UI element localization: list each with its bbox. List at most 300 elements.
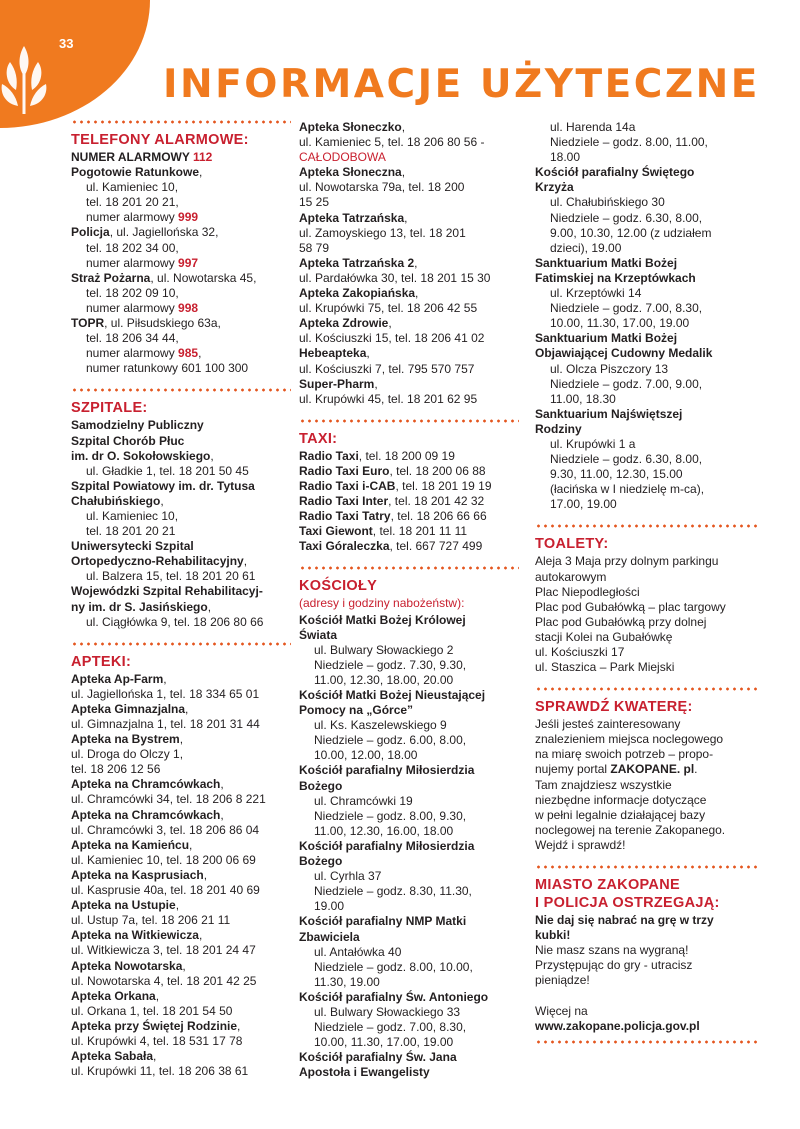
line-text: ul. Ks. Kaszelewskiego 9 xyxy=(314,718,447,733)
line-text: Aleja 3 Maja przy dolnym parkingu xyxy=(535,554,719,569)
text-line xyxy=(535,497,760,512)
text-line xyxy=(299,377,519,392)
line-text: Szpital Powiatowy im. dr. Tytusa xyxy=(71,478,255,493)
text-line xyxy=(299,301,519,316)
line-text: ul. Bulwary Słowackiego 33 xyxy=(314,1004,461,1019)
text-line xyxy=(71,959,291,974)
line-text: Radio Taxi Tatry xyxy=(299,509,391,524)
text-line xyxy=(535,928,760,943)
line-text: w pełni legalnie działającej bazy xyxy=(535,807,706,822)
line-text: Szpital Chorób Płuc xyxy=(71,433,185,448)
text-line xyxy=(535,346,760,361)
line-text: Świata xyxy=(299,627,338,642)
line-text: ul. Kościuszki 17 xyxy=(535,645,625,659)
section-alarm-numbers xyxy=(71,120,291,376)
text-line xyxy=(535,422,760,437)
line-text: Kościół parafialny Miłosierdzia xyxy=(299,838,475,853)
section-hospitals xyxy=(71,388,291,629)
text-line xyxy=(299,824,519,839)
text-line xyxy=(71,1064,291,1079)
text-line xyxy=(535,165,760,180)
line-text: Policja xyxy=(71,225,110,240)
line-text: ul. Gimnazjalna 1, tel. 18 201 31 44 xyxy=(71,717,260,731)
line-text: znalezieniem miejsca noclegowego xyxy=(535,732,724,747)
text-line xyxy=(535,660,760,675)
text-line xyxy=(71,1034,291,1049)
text-line xyxy=(71,494,291,509)
text-line xyxy=(299,286,519,301)
line-text: ny im. dr S. Jasińskiego xyxy=(71,599,208,614)
line-rest: , xyxy=(388,316,392,331)
column-middle xyxy=(299,120,519,1092)
text-line xyxy=(299,346,519,361)
text-line xyxy=(71,361,291,376)
line-text: Jeśli jesteś zainteresowany xyxy=(535,717,681,732)
line-text: tel. 18 201 20 21, xyxy=(86,195,179,210)
text-line xyxy=(535,392,760,407)
text-line xyxy=(71,792,291,807)
line-text: Niedziele – godz. 6.30, 8.00, xyxy=(550,210,703,225)
line-text: Apteka na Bystrem xyxy=(71,732,180,747)
line-text: ul. Jagiellońska 1, tel. 18 334 65 01 xyxy=(71,686,260,701)
emergency-number: 985 xyxy=(178,346,199,361)
line-text: ul. Krupówki 11, tel. 18 206 38 61 xyxy=(71,1064,249,1079)
line-text: Kościół parafialny NMP Matki xyxy=(299,914,467,929)
text-line xyxy=(535,645,760,660)
line-text: Objawiającej Cudowny Medalik xyxy=(535,346,713,361)
text-line xyxy=(71,974,291,989)
line-text: Pomocy na „Górce” xyxy=(299,703,414,718)
more-info-label: Więcej na xyxy=(535,1003,588,1018)
text-line xyxy=(299,180,519,195)
text-line xyxy=(299,449,519,464)
police-website-link[interactable]: www.zakopane.policja.gov.pl xyxy=(535,1018,700,1033)
text-line xyxy=(299,779,519,794)
line-text: Radio Taxi i-CAB xyxy=(299,478,396,493)
text-line xyxy=(71,687,291,702)
text-line xyxy=(535,316,760,331)
line-rest: , xyxy=(366,346,370,361)
text-line xyxy=(71,913,291,928)
line-rest: , xyxy=(182,958,186,973)
line-text: (łacińska w I niedzielę m-ca), xyxy=(550,482,705,497)
line-rest: , xyxy=(401,120,406,134)
text-line xyxy=(299,930,519,945)
text-line xyxy=(299,914,519,929)
line-rest: , tel. 667 727 499 xyxy=(389,539,483,554)
line-text: ul. Staszica – Park Miejski xyxy=(535,660,675,675)
dotted-divider xyxy=(299,419,519,423)
line-text: ul. Krupówki 45, tel. 18 201 62 95 xyxy=(299,391,478,406)
line-text: 19.00 xyxy=(314,899,345,914)
line-text: Kościół parafialny Św. Antoniego xyxy=(299,989,489,1004)
line-text: Apteka na Chramcówkach xyxy=(71,807,221,822)
text-line xyxy=(299,884,519,899)
text-line xyxy=(71,762,291,777)
line-text: Super-Pharm xyxy=(299,376,375,391)
line-text: Wojewódzki Szpital Rehabilitacyj- xyxy=(71,584,263,599)
text-line xyxy=(535,211,760,226)
line-text: Apteka Tatrzańska xyxy=(299,210,405,225)
line-text: tel. 18 201 20 21 xyxy=(86,524,176,539)
text-line xyxy=(299,703,519,718)
line-text: 9.30, 11.00, 12.30, 15.00 xyxy=(550,467,683,482)
text-line xyxy=(535,331,760,346)
line-text: Tam znajdziesz wszystkie xyxy=(535,777,672,792)
text-line xyxy=(71,823,291,838)
text-line xyxy=(71,615,291,630)
line-rest: , tel. 18 206 66 66 xyxy=(390,509,487,524)
text-line xyxy=(535,256,760,271)
line-text: ul. Witkiewicza 3, tel. 18 201 24 47 xyxy=(71,943,256,958)
text-line xyxy=(535,407,760,422)
line-text: TOPR xyxy=(71,316,105,331)
text-line xyxy=(299,509,519,524)
line-text: Niedziele – godz. 6.00, 8.00, xyxy=(314,733,467,748)
emergency-number: 998 xyxy=(178,300,199,315)
text-line xyxy=(71,225,291,240)
text-line xyxy=(535,452,760,467)
line-text: numer alarmowy xyxy=(86,255,179,270)
line-text: ul. Kasprusie 40a, tel. 18 201 40 69 xyxy=(71,883,260,898)
line-rest: , xyxy=(175,898,180,913)
text-line xyxy=(535,630,760,645)
text-line xyxy=(299,256,519,271)
line-text: Straż Pożarna xyxy=(71,270,151,285)
text-line xyxy=(535,554,760,569)
line-text: Apteka na Ustupie xyxy=(71,898,176,913)
text-line xyxy=(535,615,760,630)
line-rest: , ul. Piłsudskiego 63a, xyxy=(104,316,221,331)
emergency-number: 997 xyxy=(178,255,199,270)
text-line xyxy=(535,943,760,958)
line-rest: , xyxy=(415,286,419,301)
text-line xyxy=(71,286,291,301)
line-text: Uniwersytecki Szpital xyxy=(71,539,194,554)
text-line xyxy=(535,808,760,823)
section-churches-continued xyxy=(535,120,760,512)
text-line xyxy=(299,226,519,241)
line-text: ul. Kamieniec 10, xyxy=(86,508,179,523)
text-line xyxy=(299,120,519,135)
dotted-divider xyxy=(535,1040,760,1044)
line-text: ul. Balzera 15, tel. 18 201 20 61 xyxy=(86,569,256,584)
section-pharmacies-continued xyxy=(299,120,519,407)
text-line xyxy=(299,733,519,748)
line-rest: , xyxy=(401,165,406,180)
text-line xyxy=(535,362,760,377)
text-line xyxy=(71,702,291,717)
text-line xyxy=(71,584,291,599)
line-text: ul. Nowotarska 4, tel. 18 201 42 25 xyxy=(71,973,257,988)
text-line xyxy=(299,362,519,377)
text-line xyxy=(71,1019,291,1034)
text-line xyxy=(535,195,760,210)
column-left xyxy=(71,120,291,1091)
text-line xyxy=(299,960,519,975)
line-text: ul. Droga do Olczy 1, xyxy=(71,747,184,762)
text-line xyxy=(535,747,760,762)
text-line xyxy=(299,718,519,733)
text-line xyxy=(535,150,760,165)
line-text: Sanktuarium Matki Bożej xyxy=(535,331,678,346)
text-line xyxy=(535,913,760,928)
text-line xyxy=(299,1005,519,1020)
line-text: Apteka Tatrzańska 2 xyxy=(299,255,415,270)
line-text: ul. Bulwary Słowackiego 2 xyxy=(314,642,454,657)
text-line xyxy=(299,195,519,210)
line-text: noclegowej na terenie Zakopanego. xyxy=(535,822,726,837)
line-text: ul. Kościuszki 7, tel. 795 570 757 xyxy=(299,361,475,376)
section-churches xyxy=(299,566,519,1080)
line-text: im. dr O. Sokołowskiego xyxy=(71,448,211,463)
line-text: 9.00, 10.30, 12.00 (z udziałem xyxy=(550,225,712,240)
line-text: Apteka Zdrowie xyxy=(299,316,389,331)
text-line xyxy=(299,658,519,673)
line-text: Apteka na Chramcówkach xyxy=(71,777,221,792)
line-rest: , xyxy=(220,807,224,822)
text-line xyxy=(299,539,519,554)
line-text: Plac Niepodległości xyxy=(535,584,640,599)
text-line xyxy=(71,241,291,256)
line-text: Nie daj się nabrać na grę w trzy xyxy=(535,913,714,928)
line-text: pieniądze! xyxy=(535,973,590,988)
text-line xyxy=(535,120,760,135)
line-text: Pogotowie Ratunkowe xyxy=(71,165,200,180)
section-lodging xyxy=(535,687,760,853)
line-text: Przystępując do gry - utracisz xyxy=(535,958,693,973)
section-heading: MIASTO ZAKOPANE xyxy=(535,877,680,894)
text-line xyxy=(71,509,291,524)
line-text: numer ratunkowy 601 100 300 xyxy=(86,361,249,376)
line-text: 10.00, 11.30, 17.00, 19.00 xyxy=(550,316,690,331)
line-text: niezbędne informacje dotyczące xyxy=(535,792,707,807)
line-rest: , xyxy=(189,837,193,852)
text-line xyxy=(299,135,519,150)
line-text: stacji Kolei na Gubałówkę xyxy=(535,629,673,644)
section-heading: TELEFONY ALARMOWE: xyxy=(71,132,249,148)
line-text: Nie masz szans na wygraną! xyxy=(535,943,689,958)
dotted-divider xyxy=(71,388,291,392)
line-text: Niedziele – godz. 7.00, 8.30, xyxy=(314,1020,467,1035)
line-rest: , tel. 18 201 42 32 xyxy=(388,494,485,509)
text-line xyxy=(71,195,291,210)
line-text: autokarowym xyxy=(535,569,607,584)
line-rest: , xyxy=(153,1049,157,1064)
line-text: ul. Kamieniec 10, tel. 18 200 06 69 xyxy=(71,852,256,867)
line-rest: , ul. Nowotarska 45, xyxy=(150,270,257,285)
line-rest: , xyxy=(404,210,408,225)
line-text: ul. Antałówka 40 xyxy=(314,944,402,959)
line-text: Apteka Słoneczko xyxy=(299,120,402,134)
text-line xyxy=(299,748,519,763)
line-rest: , tel. 18 200 09 19 xyxy=(358,448,455,463)
line-text: Niedziele – godz. 8.00, 11.00, xyxy=(550,135,708,150)
line-text: Sanktuarium Najświętszej xyxy=(535,406,683,421)
line-text: Niedziele – godz. 8.30, 11.30, xyxy=(314,884,472,899)
line-text: ul. Ciągłówka 9, tel. 18 206 80 66 xyxy=(86,614,264,629)
text-line xyxy=(71,524,291,539)
line-text: tel. 18 202 34 00, xyxy=(86,240,179,255)
line-text: tel. 18 206 12 56 xyxy=(71,762,161,777)
line-text: Plac pod Gubałówką – plac targowy xyxy=(535,599,726,614)
line-text: tel. 18 202 09 10, xyxy=(86,285,179,300)
text-line xyxy=(535,482,760,497)
text-line xyxy=(535,600,760,615)
line-text: Kościół parafialny Świętego xyxy=(535,165,695,180)
line-rest: , xyxy=(207,599,212,614)
line-text: Niedziele – godz. 7.00, 8.30, xyxy=(550,301,703,316)
line-text: Apteka na Kasprusiach xyxy=(71,867,204,882)
text-line xyxy=(299,1020,519,1035)
line-text: Apteka Zakopiańska xyxy=(299,286,416,301)
line-rest: , xyxy=(210,448,214,463)
text-line xyxy=(71,747,291,762)
section-heading: SPRAWDŹ KWATERĘ: xyxy=(535,699,693,716)
line-text: Apteka Sabała xyxy=(71,1049,154,1064)
section-heading: TAXI: xyxy=(299,430,338,447)
line-text: ul. Chramcówki 3, tel. 18 206 86 04 xyxy=(71,822,260,837)
line-text: ul. Krupówki 4, tel. 18 531 17 78 xyxy=(71,1033,243,1048)
text-line xyxy=(71,1049,291,1064)
line-text: ul. Kamieniec 10, xyxy=(86,180,179,195)
text-line xyxy=(299,271,519,286)
text-line xyxy=(299,165,519,180)
text-line xyxy=(71,898,291,913)
text-line xyxy=(535,271,760,286)
line-text: Kościół Matki Bożej Królowej xyxy=(299,612,466,627)
section-toilets xyxy=(535,524,760,675)
line-rest: , tel. 18 201 19 19 xyxy=(395,478,492,493)
line-text: Sanktuarium Matki Bożej xyxy=(535,255,678,270)
line-text: 17.00, 19.00 xyxy=(550,497,617,512)
line-text: ul. Ustup 7a, tel. 18 206 21 11 xyxy=(71,913,231,928)
text-line xyxy=(535,778,760,793)
line-text: CAŁODOBOWA xyxy=(299,150,386,165)
text-line xyxy=(535,286,760,301)
line-text: Hebeapteka xyxy=(299,346,367,361)
text-line xyxy=(71,928,291,943)
line-text: Samodzielny Publiczny xyxy=(71,418,204,433)
line-text: Apteka Ap-Farm xyxy=(71,671,164,686)
line-text: 11.00, 18.30 xyxy=(550,391,616,406)
line-text: 10.00, 12.00, 18.00 xyxy=(314,748,418,763)
line-text: Kościół Matki Bożej Nieustającej xyxy=(299,688,486,702)
line-text: numer alarmowy xyxy=(86,300,179,315)
line-text: Plac pod Gubałówką przy dolnej xyxy=(535,614,707,629)
section-heading: TOALETY: xyxy=(535,536,609,553)
page-number: 33 xyxy=(59,36,74,51)
text-line xyxy=(71,165,291,180)
text-line xyxy=(71,883,291,898)
text-line xyxy=(299,763,519,778)
line-text: Apteka Gimnazjalna xyxy=(71,701,186,716)
line-text: Chałubińskiego xyxy=(71,493,161,508)
text-line xyxy=(71,479,291,494)
line-text: 15 25 xyxy=(299,195,330,210)
line-text: 10.00, 11.30, 17.00, 19.00 xyxy=(314,1035,454,1050)
text-line xyxy=(71,989,291,1004)
line-text: Zbawiciela xyxy=(299,929,360,944)
text-line xyxy=(299,809,519,824)
line-text: ul. Chramcówki 19 xyxy=(314,793,413,808)
line-text: Bożego xyxy=(299,778,343,793)
line-text: Niedziele – godz. 7.30, 9.30, xyxy=(314,657,467,672)
column-right xyxy=(535,120,760,1056)
text-line xyxy=(535,301,760,316)
line-text: Apteka na Kamieńcu xyxy=(71,837,190,852)
text-line xyxy=(299,150,519,165)
text-line xyxy=(71,868,291,883)
line-text: numer alarmowy xyxy=(86,210,179,225)
text-line xyxy=(535,838,760,853)
section-police-warning xyxy=(535,865,760,1044)
text-line xyxy=(535,467,760,482)
text-line xyxy=(299,1050,519,1065)
text-line xyxy=(71,717,291,732)
dotted-divider xyxy=(71,120,291,124)
text-line xyxy=(299,494,519,509)
text-line xyxy=(71,464,291,479)
line-rest: , xyxy=(243,554,248,569)
text-line xyxy=(71,271,291,286)
text-line xyxy=(299,854,519,869)
text-line xyxy=(535,570,760,585)
line-text: ul. Harenda 14a xyxy=(550,120,636,134)
text-line xyxy=(299,899,519,914)
line-text: Kościół parafialny Miłosierdzia xyxy=(299,763,475,778)
section-taxi xyxy=(299,419,519,555)
section-pharmacies xyxy=(71,642,291,1080)
line-rest: , xyxy=(163,671,167,686)
text-line xyxy=(299,839,519,854)
line-text: Apteka Nowotarska xyxy=(71,958,183,973)
text-line xyxy=(71,256,291,271)
line-text: ul. Chramcówki 34, tel. 18 206 8 221 xyxy=(71,792,266,807)
line-text: numer alarmowy xyxy=(86,346,179,361)
text-line xyxy=(71,449,291,464)
line-rest: , xyxy=(198,346,202,361)
text-line xyxy=(535,793,760,808)
text-line xyxy=(535,585,760,600)
text-line xyxy=(299,464,519,479)
line-rest: , xyxy=(179,732,184,747)
text-line xyxy=(535,437,760,452)
line-text: 11.30, 19.00 xyxy=(314,974,380,989)
line-rest: . xyxy=(694,762,698,777)
line-rest: , xyxy=(414,255,418,270)
line-text: ul. Cyrhla 37 xyxy=(314,869,382,884)
text-line xyxy=(71,180,291,195)
text-line xyxy=(299,688,519,703)
text-line xyxy=(299,794,519,809)
line-text: ul. Gładkie 1, tel. 18 201 50 45 xyxy=(86,463,249,478)
text-line xyxy=(299,945,519,960)
text-line xyxy=(71,853,291,868)
text-line xyxy=(71,808,291,823)
section-heading: SZPITALE: xyxy=(71,400,148,417)
line-text: ul. Krzeptówki 14 xyxy=(550,286,642,301)
text-line xyxy=(535,958,760,973)
text-line xyxy=(71,210,291,225)
line-text: dzieci), 19.00 xyxy=(550,240,622,255)
text-line xyxy=(71,346,291,361)
line-text: Radio Taxi xyxy=(299,448,359,463)
text-line xyxy=(535,717,760,732)
line-rest: , xyxy=(199,165,203,180)
text-line xyxy=(71,150,291,165)
text-line xyxy=(299,673,519,688)
